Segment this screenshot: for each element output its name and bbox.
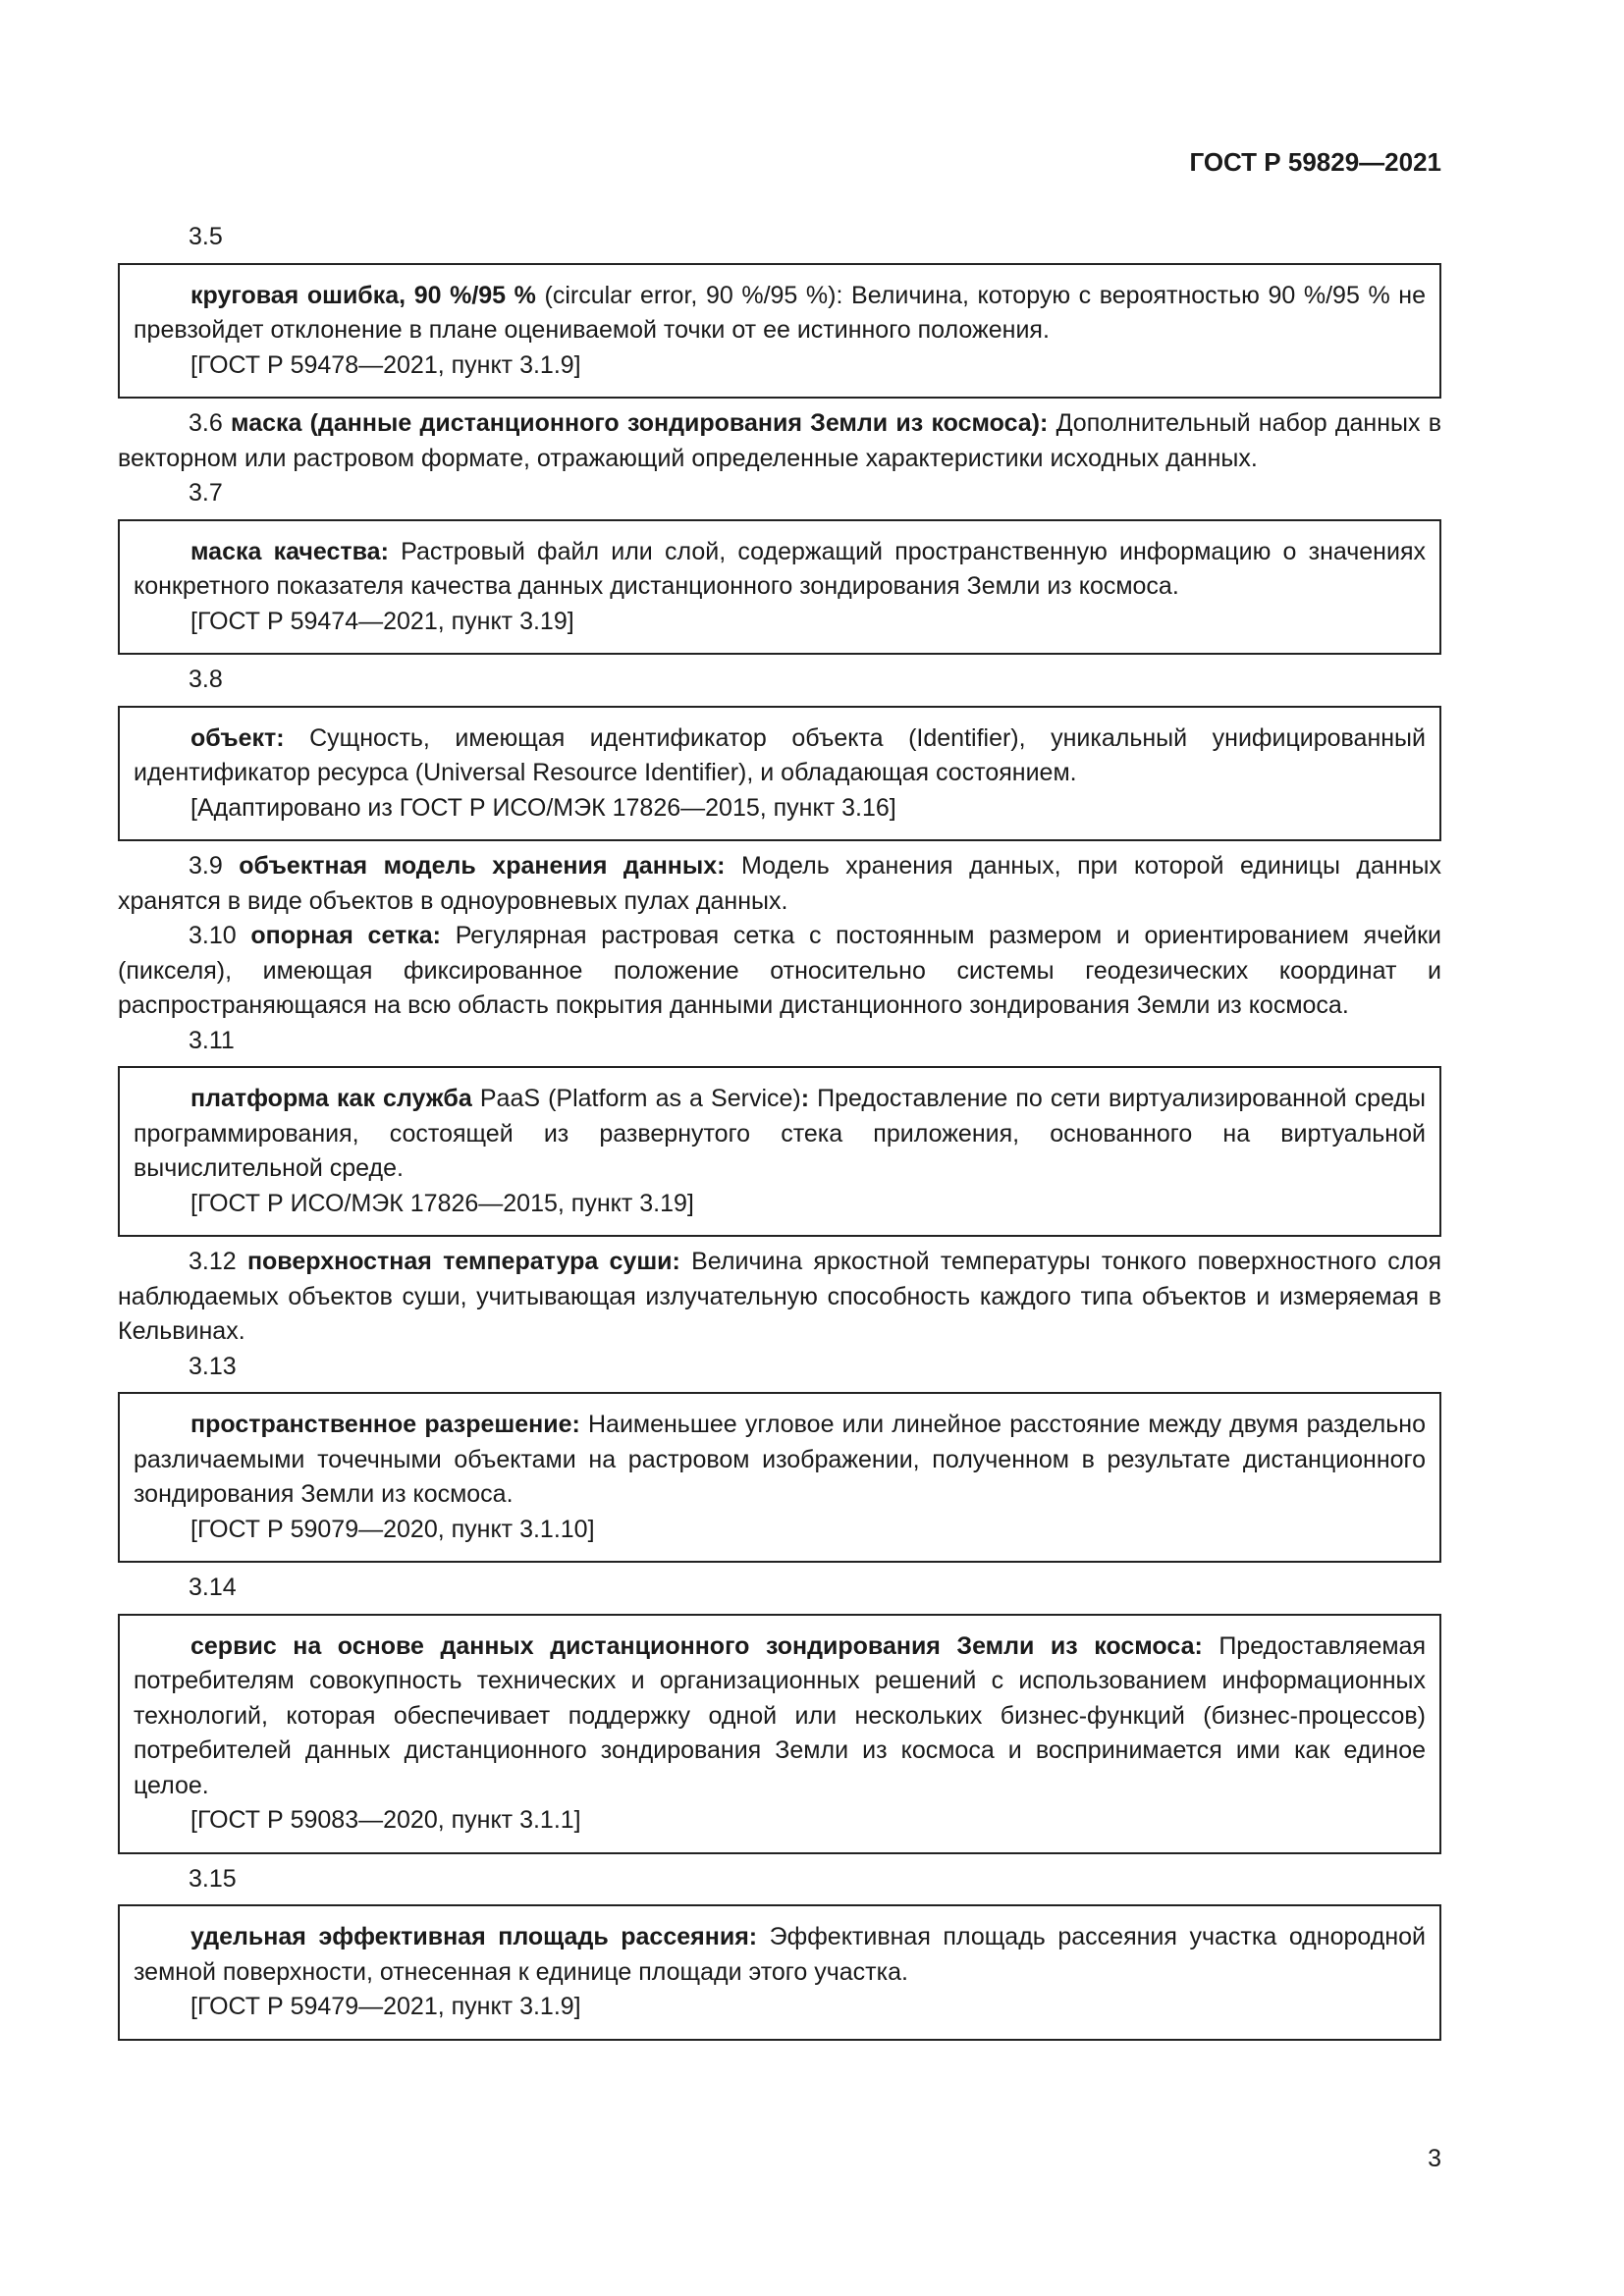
entry-number: 3.6 <box>189 409 223 437</box>
definition-text <box>134 279 1426 348</box>
definition: Регулярная растровая сетка с постоянным размером и ориентированием ячейки (пикселя), имеющая фиксированное положение относительно системы геодезических координат и распространяющаяся на всю область покрытия данными дистанционного зондирования Земли из космоса. <box>118 922 1442 1019</box>
source-reference: [Адаптировано из ГОСТ Р ИСО/МЭК 17826—2015, пункт 3.16] <box>190 793 896 822</box>
definition: Предоставление по сети виртуализированной среды программирования, состоящей из развернутого стека приложения, основанного на виртуальной вычислительной среде. <box>134 1085 1426 1182</box>
document-id: ГОСТ Р 59829—2021 <box>1189 147 1441 177</box>
definition: Модель хранения данных, при которой единицы данных хранятся в виде объектов в одноуровневых пулах данных. <box>118 852 1441 915</box>
entry-number: 3.7 <box>189 479 223 507</box>
entry-number: 3.12 <box>189 1248 237 1275</box>
source-reference: [ГОСТ Р 59479—2021, пункт 3.1.9] <box>190 1993 581 2020</box>
source-reference: [ГОСТ Р ИСО/МЭК 17826—2015, пункт 3.19] <box>190 1189 694 1217</box>
entry-number: 3.9 <box>189 852 223 880</box>
term: маска (данные дистанционного зондирования Земли из космоса): <box>231 409 1049 437</box>
entry-number: 3.13 <box>189 1352 237 1380</box>
definition-box <box>118 263 1441 400</box>
term: поверхностная температура суши: <box>246 1248 680 1275</box>
definition-paragraph <box>118 1245 1441 1350</box>
definition: Предоставляемая потребителям совокупность технических и организационных решений с использованием информационных технологий, которая обеспечивает поддержку одной или нескольких бизнес-функций (бизнес-процессов) потребителей данных дистанционного зондирования Земли из космоса и воспринимается ими как единое целое. <box>134 1631 1426 1799</box>
term: сервис на основе данных дистанционного зондирования Земли из космоса: <box>190 1631 1203 1660</box>
term-colon: : <box>800 1085 810 1112</box>
definition-paragraph <box>118 849 1441 919</box>
definition: Дополнительный набор данных в векторном или растровом формате, отражающий определенные характеристики исходных данных. <box>118 409 1442 472</box>
page-number: 3 <box>1428 2145 1441 2172</box>
definition-text <box>134 1082 1426 1187</box>
term-note: (circular error, 90 %/95 %): <box>535 281 843 309</box>
definition-box <box>118 1614 1441 1854</box>
term: опорная сетка: <box>250 922 442 949</box>
definition-paragraph <box>118 919 1441 1024</box>
entry-number: 3.10 <box>189 922 237 949</box>
term: пространственное разрешение: <box>190 1411 580 1438</box>
term: платформа как служба <box>190 1085 472 1112</box>
definition-box <box>118 1904 1441 2041</box>
source-reference: [ГОСТ Р 59478—2021, пункт 3.1.9] <box>190 350 581 379</box>
term: маска качества: <box>190 537 389 565</box>
definition: Эффективная площадь рассеяния участка однородной земной поверхности, отнесенная к единице площади этого участка. <box>134 1923 1426 1986</box>
definition-box <box>118 1392 1441 1563</box>
definition-text <box>134 1629 1426 1804</box>
definition: Наименьшее угловое или линейное расстояние между двумя раздельно различаемыми точечными объектами на растровом изображении, полученном в результате дистанционного зондирования Земли из космоса. <box>134 1411 1427 1508</box>
definition-box <box>118 519 1441 656</box>
definition-text <box>134 721 1426 791</box>
definition-text <box>134 1408 1426 1513</box>
source-reference: [ГОСТ Р 59083—2020, пункт 3.1.1] <box>190 1806 581 1834</box>
definition: Величина яркостной температуры тонкого поверхностного слоя наблюдаемых объектов суши, учитывающая излучательную способность каждого типа объектов и измеряемая в Кельвинах. <box>118 1248 1441 1345</box>
entry-number: 3.14 <box>189 1574 237 1601</box>
document-body <box>118 220 1441 2049</box>
source-reference: [ГОСТ Р 59079—2020, пункт 3.1.10] <box>190 1515 595 1543</box>
entry-number: 3.15 <box>189 1864 237 1893</box>
definition-text <box>134 535 1426 605</box>
entry-number: 3.11 <box>189 1026 235 1054</box>
term: удельная эффективная площадь рассеяния: <box>190 1923 758 1950</box>
definition-paragraph <box>118 406 1441 476</box>
definition-box <box>118 706 1441 842</box>
definition: Величина, которую с вероятностью 90 %/95 % не превзойдет отклонение в плане оцениваемой точки от ее истинного положения. <box>134 281 1426 344</box>
term-note: PaaS (Platform as a Service) <box>471 1085 801 1112</box>
entry-number: 3.5 <box>189 223 223 250</box>
definition-text <box>134 1920 1426 1990</box>
entry-number: 3.8 <box>189 666 223 693</box>
definition: Растровый файл или слой, содержащий пространственную информацию о значениях конкретного показателя качества данных дистанционного зондирования Земли из космоса. <box>134 537 1426 600</box>
term: объектная модель хранения данных: <box>239 852 726 880</box>
term: круговая ошибка, 90 %/95 % <box>190 281 536 309</box>
definition: Сущность, имеющая идентификатор объекта (Identifier), уникальный унифицированный идентификатор ресурса (Universal Resource Identifier), и обладающая состоянием. <box>134 723 1426 786</box>
term: объект: <box>190 723 285 752</box>
source-reference: [ГОСТ Р 59474—2021, пункт 3.19] <box>190 607 574 635</box>
definition-box <box>118 1066 1441 1237</box>
